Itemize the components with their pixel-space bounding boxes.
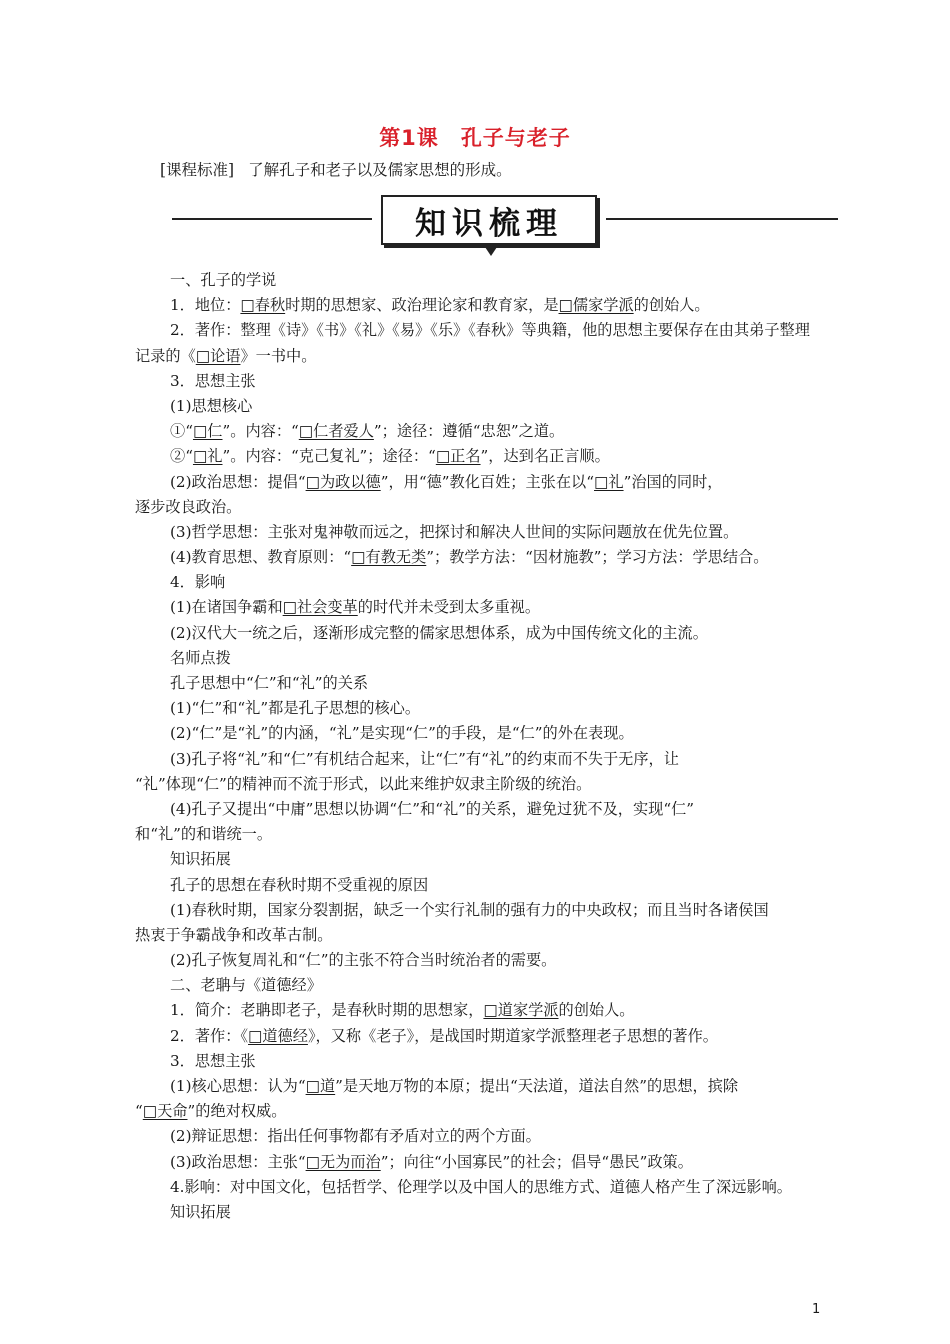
text-line [135,419,815,444]
text-segment: 孔子的思想在春秋时期不受重视的原因 [170,875,429,894]
text-segment: 1．简介：老聃即老子，是春秋时期的思想家， [170,1001,484,1020]
text-segment: ”。内容：“克己复礼”；途径：“ [222,447,436,466]
text-segment: 知识拓展 [170,850,231,869]
text-segment: 4．影响 [170,573,226,592]
text-segment: 名师点拨 [170,648,231,667]
text-segment: 1．地位： [170,296,241,315]
text-segment: ”。内容：“ [222,422,299,441]
text-line [135,268,815,293]
fill-in-answer: □仁者爱人 [298,422,374,441]
text-segment: (4)孔子又提出“中庸”思想以协调“仁”和“礼”的关系，避免过犹不及，实现“仁” [170,799,695,818]
fill-in-answer: □道家学派 [483,1001,559,1020]
text-line [135,444,815,469]
text-segment: 知识拓展 [170,1202,231,1221]
text-line [135,1024,815,1049]
course-standard [160,158,512,180]
text-segment: ”，达到名正言顺。 [480,447,610,466]
text-segment: ”；途径：遵循“忠恕”之道。 [373,422,565,441]
text-line [135,998,815,1023]
text-line [135,1049,815,1074]
fill-in-answer: □春秋 [240,296,286,315]
text-segment: (3)哲学思想：主张对鬼神敬而远之，把探讨和解决人世间的实际问题放在优先位置。 [170,522,739,541]
course-standard-text: 了解孔子和老子以及儒家思想的形成。 [248,161,512,179]
fill-in-answer: □礼 [192,447,223,466]
text-segment: (3)政治思想：主张“ [170,1152,306,1171]
text-segment: 2．著作：《 [170,1026,249,1045]
text-segment: ”治国的同时， [623,472,723,491]
text-segment: (2)辩证思想：指出任何事物都有矛盾对立的两个方面。 [170,1127,541,1146]
text-segment: 4.影响：对中国文化，包括哲学、伦理学以及中国人的思维方式、道德人格产生了深远影响。 [170,1177,792,1196]
text-line [135,344,815,369]
text-segment: (2)政治思想：提倡“ [170,472,306,491]
section-banner [381,195,597,245]
text-segment: 记录的《 [135,346,196,365]
fill-in-answer: □为政以德 [305,472,381,491]
banner-arrow-icon [485,247,497,256]
banner-rule-left [172,218,372,220]
text-segment: 热衷于争霸战争和改革古制。 [135,925,333,944]
text-segment: 的时代并未受到太多重视。 [357,598,540,617]
lesson-number: 第1课 [379,126,439,150]
text-segment: 逐步改良政治。 [135,497,242,516]
text-segment: 》，又称《老子》，是战国时期道家学派整理老子思想的著作。 [307,1026,718,1045]
text-segment: “礼”体现“仁”的精神而不流于形式，以此来维护奴隶主阶级的统治。 [135,774,592,793]
text-segment: 孔子思想中“仁”和“礼”的关系 [170,674,369,692]
text-line [135,621,815,646]
text-segment: (1)核心思想：认为“ [170,1077,306,1095]
text-line [135,318,815,343]
text-line [135,646,815,671]
banner-rule-right [606,218,838,220]
text-segment: ”；向往“小国寡民”的社会；倡导“愚民”政策。 [380,1152,693,1171]
text-segment: (2)“仁”是“礼”的内涵，“礼”是实现“仁”的手段，是“仁”的外在表现。 [170,724,634,743]
fill-in-answer: □无为而治 [305,1152,381,1171]
text-line [135,797,815,822]
text-segment: ②“ [170,447,193,466]
text-segment: ”，用“德”教化百姓；主张在以“ [380,472,595,491]
text-line [135,293,815,318]
text-line [135,394,815,419]
text-segment: (4)教育思想、教育原则：“ [170,548,352,567]
text-line [135,1150,815,1175]
text-segment: (1)在诸国争霸和 [170,598,283,617]
text-line [135,495,815,520]
text-line [135,1200,815,1225]
text-segment: 的创始人。 [558,1001,635,1020]
fill-in-answer: □道 [305,1077,336,1095]
text-segment: 3．思想主张 [170,371,256,390]
fill-in-answer: □儒家学派 [558,296,634,315]
text-segment: 3．思想主张 [170,1051,256,1070]
page-number: 1 [812,1302,821,1317]
text-segment: ①“ [170,422,193,441]
text-segment: (3)孔子将“礼”和“仁”有机结合起来，让“仁”有“礼”的约束而不失于无序，让 [170,749,679,768]
text-segment: (1)思想核心 [170,396,253,415]
text-segment: (1)春秋时期，国家分裂割据，缺乏一个实行礼制的强有力的中央政权；而且当时各诸侯国 [170,900,769,919]
lesson-title [0,122,950,152]
text-line [135,520,815,545]
text-line [135,470,815,495]
text-line [135,873,815,898]
course-standard-label: [课程标准] [160,161,235,179]
text-line [135,1099,815,1124]
text-line [135,898,815,923]
text-line [135,973,815,998]
text-line [135,369,815,394]
text-line [135,1074,815,1099]
fill-in-answer: □天命 [142,1102,188,1121]
fill-in-answer: □道德经 [248,1026,308,1045]
text-line [135,545,815,570]
text-segment: 一、孔子的学说 [170,271,277,289]
text-line [135,923,815,948]
text-segment: (2)孔子恢复周礼和“仁”的主张不符合当时统治者的需要。 [170,951,557,970]
text-line [135,822,815,847]
fill-in-answer: □社会变革 [282,598,358,617]
text-segment: 和“礼”的和谐统一。 [135,825,273,844]
text-segment: 2．著作：整理《诗》《书》《礼》《易》《乐》《春秋》等典籍，他的思想主要保存在由其弟子整理 [170,321,810,340]
fill-in-answer: □正名 [435,447,481,466]
text-line [135,1124,815,1149]
text-segment: ”；教学方法：“因材施教”；学习方法：学思结合。 [426,548,769,567]
body-text [135,268,815,1225]
text-line [135,671,815,696]
lesson-name: 孔子与老子 [460,126,571,150]
fill-in-answer: □仁 [192,422,223,441]
text-segment: (1)“仁”和“礼”都是孔子思想的核心。 [170,699,421,718]
text-segment: ”的绝对权威。 [187,1102,287,1121]
fill-in-answer: □礼 [594,472,624,491]
text-line [135,570,815,595]
text-line [135,595,815,620]
text-line [135,948,815,973]
section-banner-text: 知识梳理 [415,205,563,242]
text-segment: “ [135,1102,143,1121]
text-segment: (2)汉代大一统之后，逐渐形成完整的儒家思想体系，成为中国传统文化的主流。 [170,623,708,642]
fill-in-answer: □有教无类 [351,548,427,567]
text-line [135,772,815,797]
text-segment: 二、老聃与《道德经》 [170,976,322,995]
text-line [135,747,815,772]
text-segment: 》一书中。 [240,346,317,365]
text-segment: 时期的思想家、政治理论家和教育家，是 [285,296,559,315]
text-line [135,721,815,746]
text-line [135,696,815,721]
text-line [135,1175,815,1200]
text-line [135,847,815,872]
text-segment: ”是天地万物的本原；提出“天法道，道法自然”的思想，摈除 [335,1077,739,1095]
text-segment: 的创始人。 [633,296,710,315]
fill-in-answer: □论语 [195,346,241,365]
